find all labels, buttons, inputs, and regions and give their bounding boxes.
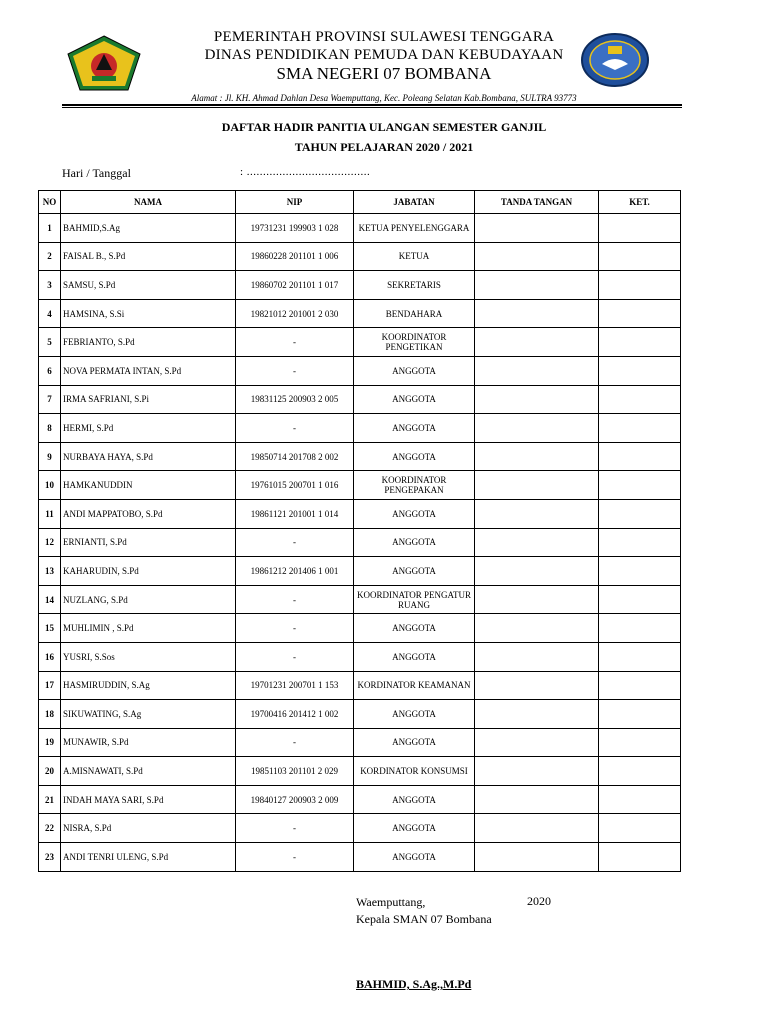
signature-block [356,894,492,928]
row-nama: MUNAWIR, S.Pd [61,728,236,757]
row-jabatan: KORDINATOR KONSUMSI [354,757,475,786]
row-jabatan: ANGGOTA [354,843,475,872]
table-row [39,385,681,414]
table-row [39,242,681,271]
hari-tanggal-value: : ...................................... [240,166,371,178]
row-nama: FAISAL B., S.Pd [61,242,236,271]
row-ket [599,385,681,414]
row-ket [599,614,681,643]
col-header-nama: NAMA [61,191,236,214]
row-nama: IRMA SAFRIANI, S.Pi [61,385,236,414]
row-nama: KAHARUDIN, S.Pd [61,557,236,586]
row-no: 7 [39,385,61,414]
table-row [39,785,681,814]
row-no: 21 [39,785,61,814]
table-row [39,414,681,443]
row-nip: 19821012 201001 2 030 [236,299,354,328]
row-jabatan: ANGGOTA [354,614,475,643]
row-tanda-tangan [475,356,599,385]
row-nama: YUSRI, S.Sos [61,642,236,671]
row-nip: 19700416 201412 1 002 [236,700,354,729]
row-nama: BAHMID,S.Ag [61,214,236,243]
row-ket [599,785,681,814]
row-nama: NISRA, S.Pd [61,814,236,843]
row-ket [599,814,681,843]
row-no: 10 [39,471,61,500]
row-ket [599,728,681,757]
row-no: 18 [39,700,61,729]
row-nip: 19731231 199903 1 028 [236,214,354,243]
table-row [39,471,681,500]
table-row [39,757,681,786]
school-emblem-logo [580,32,650,88]
row-nip: - [236,814,354,843]
table-row [39,728,681,757]
row-no: 22 [39,814,61,843]
row-tanda-tangan [475,271,599,300]
row-jabatan: KOORDINATOR PENGEPAKAN [354,471,475,500]
row-no: 14 [39,585,61,614]
row-nip: 19860228 201101 1 006 [236,242,354,271]
row-no: 3 [39,271,61,300]
row-no: 13 [39,557,61,586]
row-nama: NOVA PERMATA INTAN, S.Pd [61,356,236,385]
row-nip: - [236,356,354,385]
table-header-row [39,191,681,214]
row-nama: HERMI, S.Pd [61,414,236,443]
row-no: 4 [39,299,61,328]
row-nip: - [236,614,354,643]
row-nama: ANDI MAPPATOBO, S.Pd [61,499,236,528]
row-jabatan: ANGGOTA [354,442,475,471]
row-jabatan: ANGGOTA [354,385,475,414]
row-tanda-tangan [475,814,599,843]
row-tanda-tangan [475,328,599,357]
row-nip: 19861121 201001 1 014 [236,499,354,528]
row-jabatan: ANGGOTA [354,642,475,671]
school-name: SMA NEGERI 07 BOMBANA [276,64,492,83]
row-tanda-tangan [475,757,599,786]
signature-year: 2020 [527,894,551,908]
row-tanda-tangan [475,528,599,557]
table-row [39,499,681,528]
col-header-jabatan: JABATAN [354,191,475,214]
row-no: 17 [39,671,61,700]
row-ket [599,356,681,385]
row-tanda-tangan [475,585,599,614]
row-tanda-tangan [475,442,599,471]
row-jabatan: ANGGOTA [354,700,475,729]
row-nip: - [236,642,354,671]
row-nip: - [236,585,354,614]
row-nama: FEBRIANTO, S.Pd [61,328,236,357]
table-row [39,328,681,357]
table-row [39,557,681,586]
row-nama: SIKUWATING, S.Ag [61,700,236,729]
row-no: 8 [39,414,61,443]
table-row [39,814,681,843]
row-nama: MUHLIMIN , S.Pd [61,614,236,643]
row-ket [599,671,681,700]
letterhead-line-1: PEMERINTAH PROVINSI SULAWESI TENGGARA [213,29,555,45]
row-ket [599,471,681,500]
row-nip: 19831125 200903 2 005 [236,385,354,414]
row-nama: NURBAYA HAYA, S.Pd [61,442,236,471]
table-row [39,642,681,671]
row-tanda-tangan [475,843,599,872]
row-jabatan: ANGGOTA [354,499,475,528]
hari-tanggal-label: Hari / Tanggal [62,166,131,180]
row-no: 6 [39,356,61,385]
row-tanda-tangan [475,471,599,500]
table-row [39,614,681,643]
row-nama: HASMIRUDDIN, S.Ag [61,671,236,700]
row-no: 1 [39,214,61,243]
row-nama: HAMSINA, S.Si [61,299,236,328]
row-nama: A.MISNAWATI, S.Pd [61,757,236,786]
row-jabatan: KETUA [354,242,475,271]
row-nip: 19761015 200701 1 016 [236,471,354,500]
col-header-nip: NIP [236,191,354,214]
row-nip: 19851103 201101 2 029 [236,757,354,786]
table-row [39,442,681,471]
table-row [39,271,681,300]
row-jabatan: BENDAHARA [354,299,475,328]
row-tanda-tangan [475,385,599,414]
row-jabatan: ANGGOTA [354,414,475,443]
row-tanda-tangan [475,728,599,757]
letterhead [0,28,768,84]
row-nip: - [236,528,354,557]
row-nip: - [236,728,354,757]
row-ket [599,271,681,300]
row-nip: - [236,328,354,357]
row-no: 11 [39,499,61,528]
row-jabatan: ANGGOTA [354,814,475,843]
row-no: 23 [39,843,61,872]
document-subtitle: TAHUN PELAJARAN 2020 / 2021 [294,140,474,154]
row-ket [599,499,681,528]
row-no: 15 [39,614,61,643]
table-row [39,528,681,557]
row-tanda-tangan [475,414,599,443]
row-nip: 19850714 201708 2 002 [236,442,354,471]
row-nama: ANDI TENRI ULENG, S.Pd [61,843,236,872]
row-tanda-tangan [475,642,599,671]
row-no: 19 [39,728,61,757]
row-jabatan: KETUA PENYELENGGARA [354,214,475,243]
attendance-table [38,190,681,872]
table-row [39,700,681,729]
row-ket [599,585,681,614]
row-no: 16 [39,642,61,671]
row-tanda-tangan [475,671,599,700]
row-nama: ERNIANTI, S.Pd [61,528,236,557]
row-nip: 19861212 201406 1 001 [236,557,354,586]
letterhead-rule-thin [62,107,682,108]
row-ket [599,557,681,586]
row-ket [599,757,681,786]
row-nama: NUZLANG, S.Pd [61,585,236,614]
row-no: 12 [39,528,61,557]
row-ket [599,242,681,271]
letterhead-line-2: DINAS PENDIDIKAN PEMUDA DAN KEBUDAYAAN [204,47,564,63]
row-tanda-tangan [475,614,599,643]
row-jabatan: ANGGOTA [354,557,475,586]
signature-role: Kepala SMAN 07 Bombana [356,912,492,926]
letterhead-rule-thick [62,104,682,106]
col-header-ket: KET. [599,191,681,214]
row-nip: 19860702 201101 1 017 [236,271,354,300]
row-nip: 19840127 200903 2 009 [236,785,354,814]
row-jabatan: ANGGOTA [354,728,475,757]
signature-place: Waemputtang, [356,895,426,909]
table-row [39,214,681,243]
row-ket [599,414,681,443]
row-ket [599,843,681,872]
school-address: Alamat : Jl. KH. Ahmad Dahlan Desa Waemputtang, Kec. Poleang Selatan Kab.Bombana, SULTRA 93773 [191,93,577,103]
row-jabatan: KOORDINATOR PENGATUR RUANG [354,585,475,614]
row-jabatan: ANGGOTA [354,528,475,557]
row-tanda-tangan [475,299,599,328]
row-tanda-tangan [475,557,599,586]
table-row [39,671,681,700]
row-ket [599,442,681,471]
row-ket [599,328,681,357]
col-header-no: NO [39,191,61,214]
signer-name: BAHMID, S.Ag.,M.Pd [356,977,472,991]
row-ket [599,299,681,328]
row-tanda-tangan [475,214,599,243]
row-no: 5 [39,328,61,357]
row-ket [599,700,681,729]
row-jabatan: SEKRETARIS [354,271,475,300]
col-header-tanda-tangan: TANDA TANGAN [475,191,599,214]
row-jabatan: KORDINATOR KEAMANAN [354,671,475,700]
table-row [39,356,681,385]
row-nama: SAMSU, S.Pd [61,271,236,300]
row-ket [599,528,681,557]
row-nip: 19701231 200701 1 153 [236,671,354,700]
row-tanda-tangan [475,499,599,528]
table-row [39,843,681,872]
row-no: 20 [39,757,61,786]
row-nama: HAMKANUDDIN [61,471,236,500]
row-tanda-tangan [475,242,599,271]
row-jabatan: ANGGOTA [354,785,475,814]
row-tanda-tangan [475,785,599,814]
table-row [39,299,681,328]
row-nip: - [236,843,354,872]
row-nama: INDAH MAYA SARI, S.Pd [61,785,236,814]
row-nip: - [236,414,354,443]
row-tanda-tangan [475,700,599,729]
row-no: 9 [39,442,61,471]
row-no: 2 [39,242,61,271]
row-jabatan: ANGGOTA [354,356,475,385]
document-title: DAFTAR HADIR PANITIA ULANGAN SEMESTER GANJIL [221,120,547,134]
table-row [39,585,681,614]
row-ket [599,214,681,243]
row-ket [599,642,681,671]
row-jabatan: KOORDINATOR PENGETIKAN [354,328,475,357]
